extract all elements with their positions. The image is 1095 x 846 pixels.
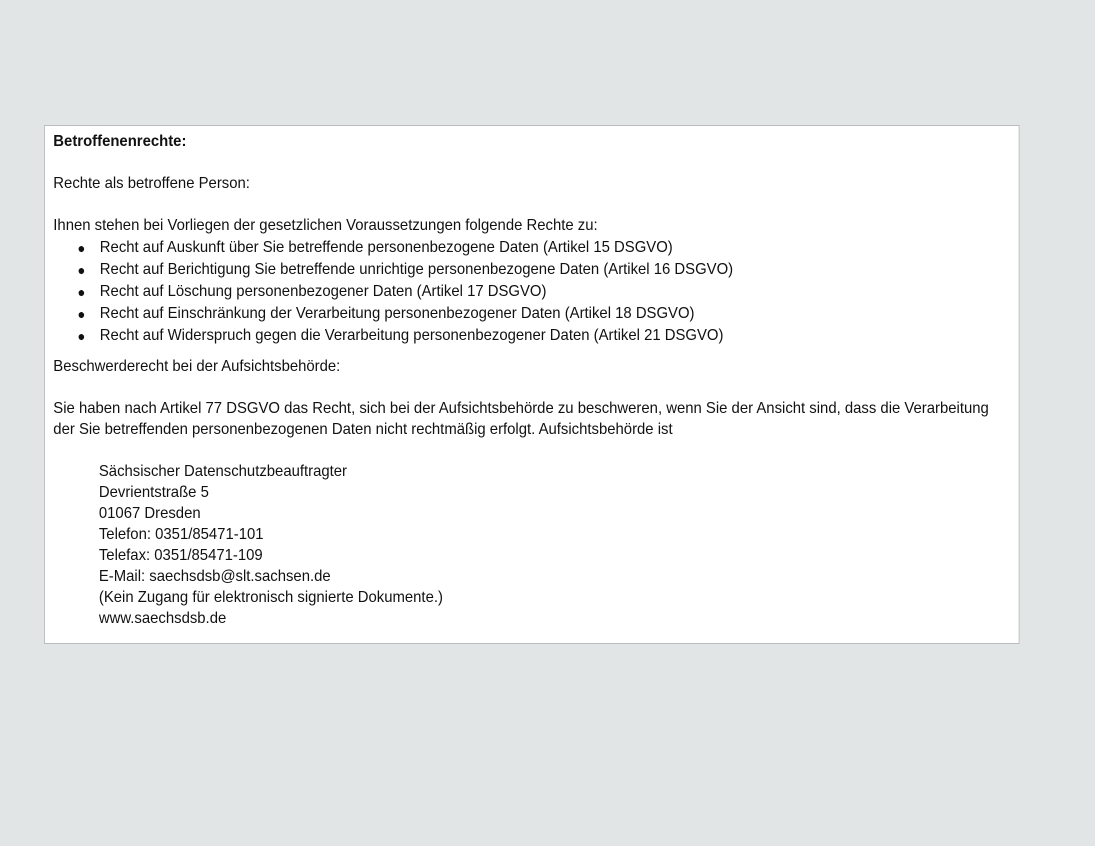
right-text: Recht auf Einschränkung der Verarbeitung personenbezogener Daten (Artikel 18 DSGVO)	[99, 305, 695, 322]
list-item	[53, 303, 1010, 325]
list-item	[53, 281, 1010, 303]
list-item	[53, 259, 1010, 281]
bullet-icon: ●	[77, 240, 86, 256]
authority-address	[53, 461, 1010, 629]
bullet-icon: ●	[77, 306, 86, 322]
bullet-icon: ●	[77, 284, 86, 300]
right-text: Recht auf Widerspruch gegen die Verarbeitung personenbezogener Daten (Artikel 21 DSGVO)	[99, 327, 724, 344]
complaint-text: Sie haben nach Artikel 77 DSGVO das Recht, sich bei der Aufsichtsbehörde zu beschweren, wenn Sie der Ansicht sind, dass die Verarbeitung der Sie betreffenden personenbezogenen Daten nicht rechtmäßig erfolgt. Aufsichtsbehörde ist	[53, 400, 989, 438]
section-heading: Betroffenenrechte:	[53, 133, 187, 150]
authority-street: Devrientstraße 5	[98, 484, 209, 501]
authority-note: (Kein Zugang für elektronisch signierte Dokumente.)	[98, 589, 443, 606]
rights-intro: Ihnen stehen bei Vorliegen der gesetzlichen Voraussetzungen folgende Rechte zu:	[53, 217, 598, 234]
authority-email: E-Mail: saechsdsb@slt.sachsen.de	[98, 568, 331, 585]
right-text: Recht auf Auskunft über Sie betreffende personenbezogene Daten (Artikel 15 DSGVO)	[99, 239, 673, 256]
right-text: Recht auf Berichtigung Sie betreffende unrichtige personenbezogene Daten (Artikel 16 DSGVO)	[99, 261, 734, 278]
bullet-icon: ●	[77, 262, 86, 278]
authority-fax: Telefax: 0351/85471-109	[98, 547, 263, 564]
bullet-icon: ●	[77, 328, 86, 344]
section-subheading: Rechte als betroffene Person:	[53, 175, 250, 192]
rights-list	[53, 237, 1010, 347]
authority-phone: Telefon: 0351/85471-101	[98, 526, 264, 543]
privacy-rights-panel	[44, 125, 1020, 644]
complaint-heading: Beschwerderecht bei der Aufsichtsbehörde:	[53, 358, 341, 375]
right-text: Recht auf Löschung personenbezogener Daten (Artikel 17 DSGVO)	[99, 283, 547, 300]
authority-name: Sächsischer Datenschutzbeauftragter	[98, 463, 348, 480]
authority-website: www.saechsdsb.de	[98, 610, 227, 627]
list-item	[53, 237, 1010, 259]
list-item	[53, 325, 1010, 347]
authority-city: 01067 Dresden	[98, 505, 201, 522]
